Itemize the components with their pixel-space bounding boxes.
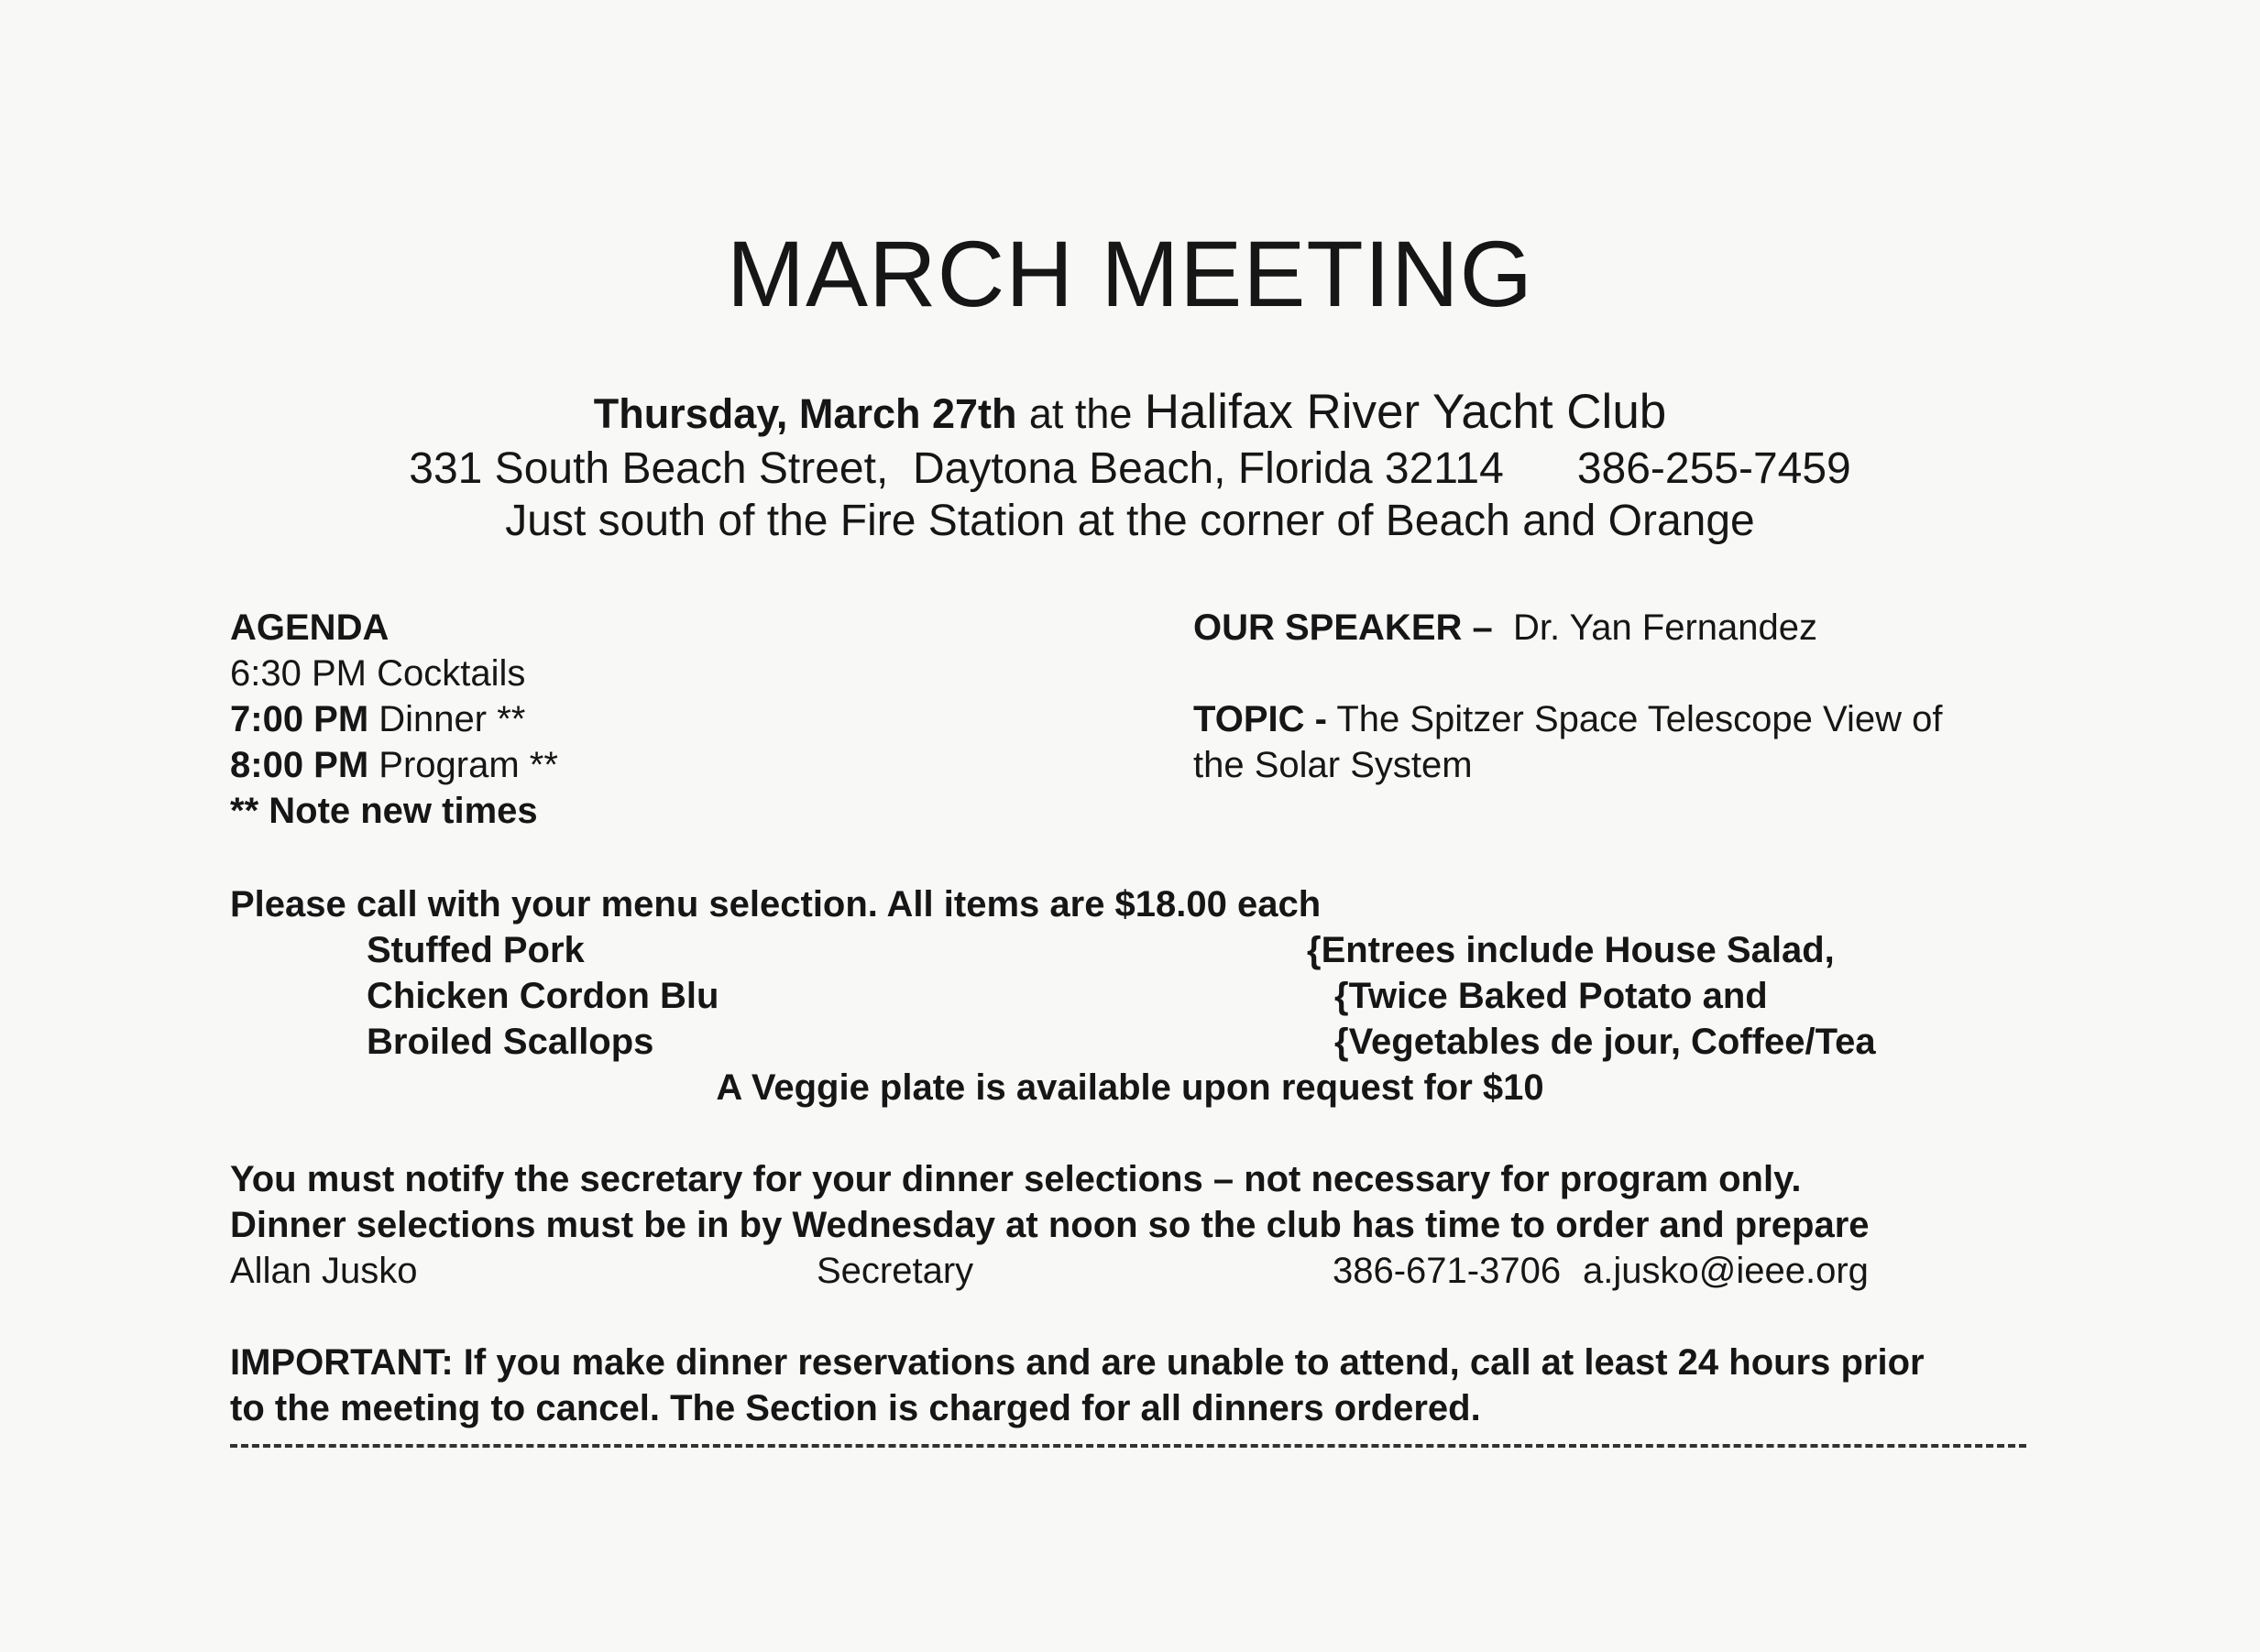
menu-item: Broiled Scallops [367, 1022, 654, 1062]
agenda-time: 6:30 PM Cocktails [230, 653, 526, 694]
important-line: IMPORTANT: If you make dinner reservations and are unable to attend, call at least 24 hours prior [230, 1342, 1925, 1383]
meeting-date: Thursday, March 27th [593, 390, 1017, 437]
topic-text-continued: the Solar System [1193, 745, 1473, 785]
menu-intro: Please call with your menu selection. All items are $18.00 each [230, 884, 1322, 924]
menu-includes: {Twice Baked Potato and [1334, 976, 1768, 1016]
contact-email: a.jusko@ieee.org [1583, 1251, 1869, 1291]
agenda-time: 7:00 PM [230, 699, 369, 739]
menu-item: Chicken Cordon Blu [367, 976, 719, 1016]
important-line: to the meeting to cancel. The Section is charged for all dinners ordered. [230, 1388, 1481, 1428]
at-the-text: at the [1028, 390, 1133, 437]
speaker-name: Dr. Yan Fernandez [1512, 607, 1818, 648]
venue-name: Halifax River Yacht Club [1144, 385, 1667, 439]
address-city: Daytona Beach, Florida 32114 [912, 444, 1504, 493]
address-street: 331 South Beach Street, [409, 444, 889, 493]
agenda-label: Dinner ** [368, 699, 526, 739]
address-line [0, 444, 2260, 493]
contact-role: Secretary [817, 1251, 974, 1291]
topic-line [1193, 701, 1942, 738]
menu-includes: {Vegetables de jour, Coffee/Tea [1334, 1022, 1876, 1062]
notice-line: Dinner selections must be in by Wednesday at noon so the club has time to order and prepare [230, 1205, 1870, 1245]
agenda-item [230, 747, 558, 783]
cut-line-divider [230, 1444, 2026, 1448]
agenda-label: Program ** [368, 745, 558, 785]
agenda-item [230, 701, 525, 738]
contact-phone: 386-671-3706 [1333, 1251, 1562, 1291]
directions: Just south of the Fire Station at the corner of Beach and Orange [505, 497, 1755, 545]
venue-phone: 386-255-7459 [1576, 444, 1851, 493]
agenda-time: 8:00 PM [230, 745, 369, 785]
speaker-line [1193, 609, 1817, 646]
agenda-item [230, 655, 525, 692]
agenda-heading: AGENDA [230, 607, 389, 648]
menu-item: Stuffed Pork [367, 930, 585, 970]
contact-name: Allan Jusko [230, 1251, 418, 1291]
notice-line: You must notify the secretary for your dinner selections – not necessary for program only. [230, 1159, 1802, 1199]
speaker-label: OUR SPEAKER – [1193, 607, 1493, 648]
agenda-note: ** Note new times [230, 791, 538, 831]
page-title: MARCH MEETING [727, 222, 1533, 326]
veggie-note: A Veggie plate is available upon request for $10 [716, 1067, 1544, 1108]
topic-text: The Spitzer Space Telescope View of [1336, 699, 1943, 739]
menu-includes: {Entrees include House Salad, [1307, 930, 1835, 970]
meeting-when-line [0, 385, 2260, 439]
topic-label: TOPIC - [1193, 699, 1327, 739]
